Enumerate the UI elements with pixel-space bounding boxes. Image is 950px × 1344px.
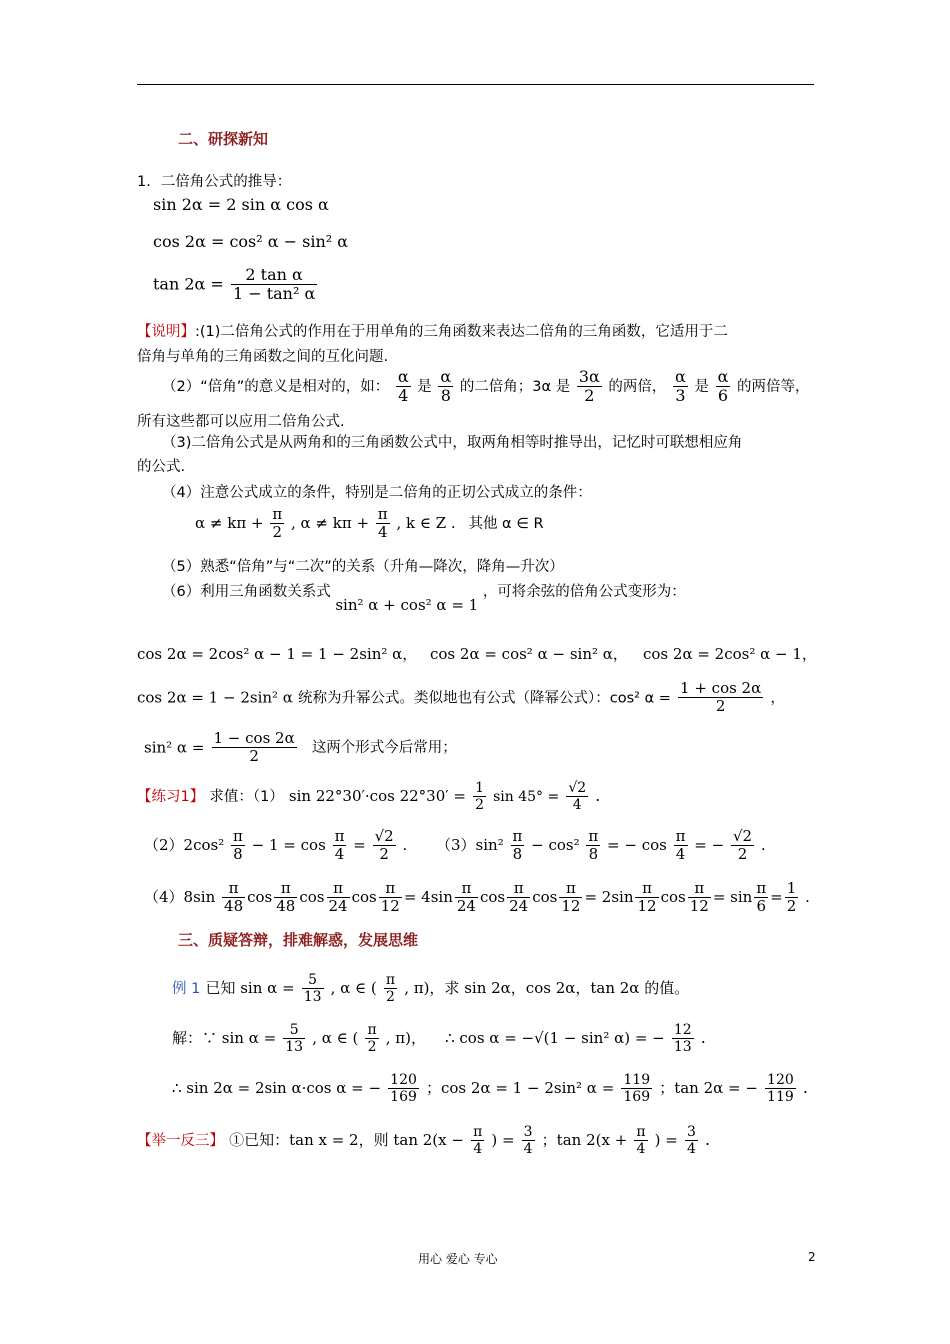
ex1-p3-a-den: 8 [512, 845, 523, 864]
ex1-p4-fraction-den: 12 [380, 897, 400, 916]
ex1-p1-half [473, 780, 486, 813]
note-1-text: :(1)二倍角公式的作用在于用单角的三角函数来表达二倍角的三角函数，它适用于二 [195, 324, 728, 340]
note2-intro: （2）“倍角”的意义是相对的，如： [162, 378, 390, 395]
note-5: （5）熟悉“倍角”与“二次”的关系（升角—降次，降角—升次） [162, 559, 564, 575]
note-4-condition [195, 506, 544, 542]
sol-range-num: π [367, 1022, 377, 1038]
example-tag: 例 1 [172, 981, 201, 998]
note-1-line-a [137, 320, 728, 341]
extend-frac1 [471, 1124, 484, 1157]
extend-line: 【举一反三】 ①已知：tan x = 2，则 tan 2(x − $\frac{\pi}{4}$ ) = $\frac{3}{4}$ ；tan 2(x + $\frac{\pi}{4}$ ) = $\frac{3}{4}$ . [137, 1124, 711, 1158]
sol-cos: ∴ cos α = −√(1 − sin² α) = − [445, 1029, 665, 1048]
frac-a8-num: α [440, 367, 452, 386]
note2-is1: 是 [417, 378, 432, 395]
power-frac-num: 1 + cos 2α [680, 679, 762, 697]
note6-a: （6）利用三角函数关系式 [162, 584, 331, 600]
ex1-p4-fraction-num: π [455, 880, 478, 898]
cond-frac2 [376, 506, 390, 542]
power-frac [678, 680, 763, 716]
solution-line-1: 解：∵ sin α = $\frac{5}{13}$ , α ∈ ( $\frac{\pi}{2}$ , π)， ∴ cos α = −√(1 − sin² α) = − $\frac{12}{13}$ . [172, 1022, 706, 1056]
ex1-p2-eq: = [353, 835, 366, 854]
example-given: 已知 sin α = [205, 979, 295, 998]
exercise-tag: 【练习1】 [137, 789, 205, 806]
extend-b: ) = [491, 1131, 515, 1150]
ex1-p4-op: cos [532, 887, 558, 906]
sol-cos2-den: 169 [623, 1089, 651, 1106]
extend-frac2 [634, 1124, 647, 1157]
sol-sin2-frac [388, 1072, 419, 1105]
cond-frac1-den: 2 [272, 523, 283, 542]
ex1-p1-result-num: √2 [568, 780, 587, 796]
extend-result2-num: 3 [686, 1124, 696, 1140]
cond-frac1 [270, 506, 284, 542]
frac-3a2-den: 2 [584, 386, 595, 406]
cond-frac1-num: π [272, 505, 283, 523]
sin-sq-num: 1 − cos 2α [213, 729, 295, 747]
note2-of3: 的两倍等， [736, 378, 810, 395]
ex1-p2-result [373, 828, 396, 864]
ex1-p4-fraction-num: 1 [786, 879, 797, 897]
ex1-p4-fraction-num: π [559, 880, 582, 898]
frac-3a2-num: 3α [578, 367, 600, 386]
cos-form-4: cos 2α = 1 − 2sin² α [137, 688, 293, 707]
ex1-p3-c-num: π [675, 827, 686, 845]
ex1-p4-fraction [635, 880, 658, 916]
power-frac-den: 2 [715, 697, 726, 716]
frac-a6-num: α [717, 367, 729, 386]
example-sin-den: 13 [303, 989, 322, 1006]
ex1-p3-b-den: 8 [588, 845, 599, 864]
ex1-p1-expr: sin 22°30′·cos 22°30′ = [288, 787, 466, 806]
cond-c: , k ∈ Z . [396, 513, 456, 532]
sol-cos-den: 13 [673, 1039, 692, 1056]
extend-frac1-num: π [473, 1124, 483, 1140]
ex1-p1-mid: sin 45° = [493, 789, 560, 806]
ex1-p2-result-num: √2 [374, 827, 394, 845]
ex1-p4-fraction-den: 24 [456, 897, 476, 916]
section-title-2: 二、研探新知 [178, 130, 269, 148]
example-1-line [172, 972, 689, 1005]
note-2-line-a [162, 368, 809, 406]
ex1-p3-c-den: 4 [675, 845, 686, 864]
sol-tan2-den: 119 [767, 1089, 794, 1106]
frac-a4 [396, 368, 411, 406]
ex1-p4-op: cos [299, 887, 325, 906]
frac-a6-den: 6 [717, 386, 729, 406]
frac-a3 [673, 368, 688, 406]
ex1-p3-frac-b [586, 828, 600, 864]
power-comma: ， [770, 690, 785, 707]
ex1-p4-fraction-den: 2 [786, 897, 797, 916]
cond-other: 其他 α ∈ R [468, 515, 544, 532]
ex1-p3-eq: = − cos [607, 835, 667, 854]
solution-line-2: ∴ sin 2α = 2sin α·cos α = − $\frac{120}{169}$ ；cos 2α = 1 − 2sin² α = $\frac{119}{169}$ ；tan 2α = − $\frac{120}{119}$ . [172, 1072, 808, 1106]
ex1-p4-fraction [754, 880, 768, 916]
ex1-p4-fraction-den: 48 [276, 897, 296, 916]
sol-line3-b: ；cos 2α = 1 − 2sin² α = [426, 1079, 615, 1098]
ex1-p4-op: cos [247, 887, 273, 906]
ex1-p4-fraction-den: 6 [756, 897, 767, 916]
extend-tag: 【举一反三】 [137, 1133, 224, 1150]
extend-c: ；tan 2(x + [541, 1131, 628, 1150]
frac-a8-den: 8 [440, 386, 451, 406]
formula-tan2a [153, 266, 319, 304]
note-2-line-b: 所有这些都可以应用二倍角公式. [137, 414, 345, 430]
cond-a: α ≠ kπ + [195, 513, 264, 532]
note-3-line-a: （3)二倍角公式是从两角和的三角函数公式中，取两角相等时推导出，记忆时可联想相应角 [162, 435, 743, 451]
exercise-1-part4: （4）8sin $\frac{\pi}{48}$ cos $\frac{\pi}{48}$ cos $\frac{\pi}{24}$ cos $\frac{\pi}{12}$ = 4sin $\frac{\pi}{24}$ cos $\frac{\pi}{24}$ cos $\frac{\pi}{12}$ = 2sin $\frac{\pi}{12}$ cos $\frac{\pi}{12}$ = sin $\frac{\pi}{6}$ = $\frac{1}{2}$ . [144, 879, 810, 916]
ex1-p4-fraction-den: 12 [561, 897, 581, 916]
ex1-p4-fraction [455, 880, 478, 916]
tan2a-fraction [231, 266, 317, 304]
sol-cos-frac [672, 1022, 694, 1055]
cond-b: , α ≠ kπ + [290, 513, 370, 532]
header-rule [137, 84, 814, 85]
extend-a: ①已知：tan x = 2，则 tan 2(x − [229, 1131, 464, 1150]
example-range-den: 2 [386, 989, 395, 1006]
note6-b: ，可将余弦的倍角公式变形为： [482, 584, 686, 600]
ex1-p4-fraction-num: π [688, 880, 711, 898]
ex1-p2-label: （2）2cos² [144, 835, 225, 854]
ex1-p4-fraction [559, 880, 582, 916]
ex1-p4-fraction [327, 880, 350, 916]
ex1-p4-fraction-den: 12 [689, 897, 709, 916]
cos-form-1: cos 2α = 2cos² α − 1 = 1 − 2sin² α， [137, 645, 418, 663]
ex1-p4-fraction-num: π [756, 879, 767, 897]
sin-sq-frac [212, 730, 297, 766]
ex1-p1-result-den: 4 [572, 797, 582, 814]
tan2a-numerator: 2 tan α [231, 266, 317, 285]
ex1-p4-op: cos [660, 887, 686, 906]
exercise-ask: 求值：（1） [209, 789, 284, 806]
extend-d: ) = [654, 1131, 678, 1150]
sol-sin-num: 5 [283, 1022, 305, 1039]
note-tag: 【说明】 [137, 324, 195, 340]
extend-result1-den: 4 [523, 1141, 533, 1158]
exercise-1-line1: 【练习1】 求值：（1） sin 22°30′·cos 22°30′ = $\frac{1}{2}$ sin 45° = $\frac{√2}{4}$ . [137, 780, 601, 814]
ex1-p1-half-num: 1 [475, 780, 485, 796]
ex1-p2-mid: − 1 = cos [251, 835, 326, 854]
cond-frac2-num: π [377, 505, 388, 523]
sol-cos2-frac [621, 1072, 652, 1105]
example-sin-frac [302, 972, 324, 1005]
power-formula-line [137, 680, 785, 716]
ex1-p3-b-num: π [588, 827, 599, 845]
sol-line3-c: ；tan 2α = − [659, 1079, 758, 1098]
ex1-p2-cos-den: 4 [334, 845, 345, 864]
note6-identity: sin² α + cos² α = 1 [335, 596, 479, 614]
frac-a6 [716, 368, 731, 406]
page-number: 2 [808, 1250, 816, 1264]
extend-frac1-den: 4 [473, 1141, 483, 1158]
ex1-p3-label: （3）sin² [436, 835, 504, 854]
extend-result1-num: 3 [523, 1124, 533, 1140]
sol-range-b: , π)， [385, 1029, 426, 1048]
ex1-p4-fraction-num: π [635, 880, 658, 898]
ex1-p2-result-den: 2 [379, 845, 389, 864]
example-range-num: π [385, 972, 396, 988]
frac-a3-den: 3 [675, 386, 686, 406]
sol-sin-frac [283, 1022, 305, 1055]
example-range-b: , π)，求 sin 2α，cos 2α，tan 2α 的值。 [404, 979, 690, 998]
note-1-line-b: 倍角与单角的三角函数之间的互化问题. [137, 349, 389, 365]
ex1-p3-mid: − cos² [531, 835, 580, 854]
extend-frac2-den: 4 [636, 1141, 646, 1158]
ex1-p4-fraction [222, 880, 245, 916]
item-1-title: 1．二倍角公式的推导： [137, 174, 292, 190]
ex1-p2-cos-frac [333, 828, 347, 864]
example-range-frac [384, 972, 397, 1005]
ex1-p2-frac-den: 8 [233, 845, 243, 864]
cos-form-3: cos 2α = 2cos² α − 1， [643, 645, 817, 663]
sol-range-a: , α ∈ ( [312, 1029, 359, 1048]
note-3-line-b: 的公式. [137, 459, 186, 475]
ex1-p3-result [731, 828, 754, 864]
ex1-p4-fraction-den: 24 [328, 897, 348, 916]
formula-cos2a: cos 2α = cos² α − sin² α [153, 232, 349, 251]
frac-a4-den: 4 [398, 386, 409, 406]
ex1-p4-label: （4）8sin [144, 887, 216, 906]
sin-sq-den: 2 [249, 747, 259, 766]
sin-sq-line [144, 730, 457, 766]
ex1-p4-fraction [507, 880, 530, 916]
note-6 [162, 580, 686, 614]
sol-sin2-den: 169 [390, 1089, 417, 1106]
tan2a-denominator: 1 − tan² α [232, 284, 316, 304]
frac-3a2 [577, 368, 602, 406]
ex1-p4-fraction-den: 24 [509, 897, 529, 916]
note2-of1: 的二倍角；3α 是 [459, 378, 571, 395]
power-text: 统称为升幂公式。类似地也有公式（降幂公式）：cos² α = [298, 690, 671, 707]
tan2a-lhs: tan 2α = [153, 274, 224, 294]
sol-cos2-num: 119 [623, 1072, 651, 1088]
ex1-p4-op: = sin [712, 887, 753, 906]
ex1-p3-a-num: π [512, 827, 523, 845]
sin-sq-lhs: sin² α = [144, 738, 205, 757]
ex1-p4-op: cos [351, 887, 377, 906]
frac-a8 [438, 368, 453, 406]
extend-result1 [522, 1124, 535, 1157]
ex1-p1-half-den: 2 [475, 797, 485, 814]
ex1-p2-frac [231, 828, 245, 864]
frac-a4-num: α [397, 367, 409, 386]
frac-a3-num: α [675, 367, 686, 386]
ex1-p4-fraction [379, 880, 402, 916]
example-sin-num: 5 [302, 972, 324, 989]
sol-tan2-frac [765, 1072, 796, 1105]
ex1-p3-frac-c [674, 828, 688, 864]
ex1-p4-fraction [785, 880, 799, 916]
ex1-p3-eq2: = − [694, 835, 725, 854]
ex1-p4-fraction [274, 880, 297, 916]
example-range-a: , α ∈ ( [330, 979, 377, 998]
note2-of2: 的两倍， [608, 378, 667, 395]
ex1-p4-op: = [770, 887, 783, 906]
sol-label: 解：∵ sin α = [172, 1029, 277, 1048]
section-title-3: 三、质疑答辩，排难解惑，发展思维 [178, 931, 419, 949]
exercise-1-part3: （3）sin² $\frac{\pi}{8}$ − cos² $\frac{\pi}{8}$ = − cos $\frac{\pi}{4}$ = − $\frac{√2}{2}$ . [436, 827, 766, 864]
extend-frac2-num: π [636, 1124, 646, 1140]
ex1-p4-fraction-num: π [327, 880, 350, 898]
ex1-p4-fraction-num: π [274, 880, 297, 898]
ex1-p4-op: = 2sin [584, 887, 634, 906]
ex1-p4-fraction-num: π [507, 880, 530, 898]
ex1-p4-fraction-den: 12 [637, 897, 657, 916]
ex1-p4-fraction-den: 48 [224, 897, 244, 916]
ex1-p3-frac-a [511, 828, 525, 864]
ex1-p3-result-den: 2 [737, 845, 748, 864]
ex1-p4-op: cos [479, 887, 506, 906]
formula-sin2a: sin 2α = 2 sin α cos α [153, 195, 329, 214]
sol-cos-num: 12 [673, 1022, 692, 1038]
extend-result2 [685, 1124, 698, 1157]
ex1-p4-op: = 4sin [403, 887, 453, 906]
ex1-p4-fraction-num: π [379, 880, 402, 898]
sin-sq-note: 这两个形式今后常用； [311, 740, 457, 757]
cos-form-2: cos 2α = cos² α − sin² α， [430, 645, 628, 663]
footer-text: 用心 爱心 专心 [418, 1252, 498, 1266]
note-4: （4）注意公式成立的条件，特别是二倍角的正切公式成立的条件： [162, 485, 592, 501]
ex1-p4-fraction [688, 880, 711, 916]
ex1-p2-cos-num: π [334, 827, 345, 845]
sol-range-frac [365, 1022, 378, 1055]
sol-tan2-num: 120 [767, 1072, 794, 1088]
sol-sin-den: 13 [285, 1039, 304, 1056]
ex1-p1-result [566, 780, 588, 813]
sol-line3-a: ∴ sin 2α = 2sin α·cos α = − [172, 1079, 382, 1098]
cond-frac2-den: 4 [377, 523, 388, 542]
sol-range-den: 2 [367, 1039, 377, 1056]
ex1-p4-fraction-num: π [222, 880, 245, 898]
note2-is2: 是 [694, 378, 709, 395]
ex1-p2-frac-num: π [233, 827, 243, 845]
extend-result2-den: 4 [686, 1141, 696, 1158]
ex1-p3-result-num: √2 [732, 827, 753, 845]
exercise-1-part2: （2）2cos² $\frac{\pi}{8}$ − 1 = cos $\frac{\pi}{4}$ = $\frac{√2}{2}$ . [144, 827, 408, 864]
sol-sin2-num: 120 [390, 1072, 417, 1088]
